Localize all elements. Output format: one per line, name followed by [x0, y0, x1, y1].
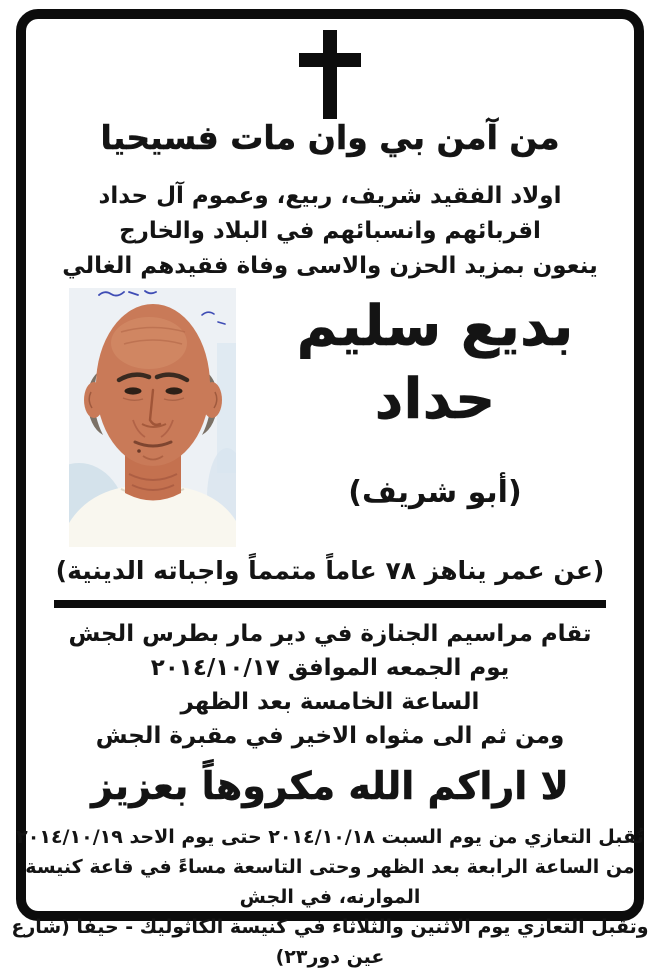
- deceased-name-line-2: حداد: [374, 366, 496, 432]
- divider-rule: [54, 600, 606, 608]
- deceased-kunya: (أبو شريف): [348, 474, 522, 510]
- funeral-line-3: الساعة الخامسة بعد الظهر: [180, 689, 480, 715]
- funeral-line-4: ومن ثم الى مثواه الاخير في مقبرة الجش: [95, 723, 565, 749]
- deceased-portrait-photo: [69, 288, 236, 547]
- age-note: (عن عمر يناهز ٧٨ عاماً متمماً واجباته الدينية): [55, 556, 605, 585]
- cross-icon: [0, 30, 660, 119]
- funeral-line-1: تقام مراسيم الجنازة في دير مار بطرس الجش: [68, 621, 592, 647]
- condolence-details-block: [0, 822, 660, 972]
- closing-blessing: لا اراكم الله مكروهاً بعزيز: [91, 764, 569, 808]
- funeral-line-2: يوم الجمعه الموافق ٢٠١٤/١٠/١٧: [150, 655, 510, 681]
- announcement-line-2: اقربائهم وانسبائهم في البلاد والخارج: [119, 218, 541, 244]
- deceased-name-block: [245, 291, 625, 510]
- announcement-block: [0, 179, 660, 284]
- condolence-line-3: وتقبل التعازي يوم الاثنين والثلاثاء في كنيسة الكاثوليك - حيفا (شارع عين دور٢٣): [11, 916, 649, 968]
- announcement-line-1: اولاد الفقيد شريف، ربيع، وعموم آل حداد: [98, 183, 562, 209]
- condolence-line-2: من الساعة الرابعة بعد الظهر وحتى التاسعة مساءً في قاعة كنيسة الموارنه، في الجش: [25, 856, 635, 908]
- condolence-line-1: تُقبل التعازي من يوم السبت ٢٠١٤/١٠/١٨ حتى يوم الاحد ٢٠١٤/١٠/١٩: [16, 826, 644, 848]
- scripture-verse: من آمن بي وان مات فسيحيا: [100, 118, 560, 157]
- funeral-details-block: [0, 617, 660, 753]
- announcement-line-3: ينعون بمزيد الحزن والاسى وفاة فقيدهم الغالي: [62, 253, 598, 279]
- deceased-name-line-1: بديع سليم: [296, 294, 574, 359]
